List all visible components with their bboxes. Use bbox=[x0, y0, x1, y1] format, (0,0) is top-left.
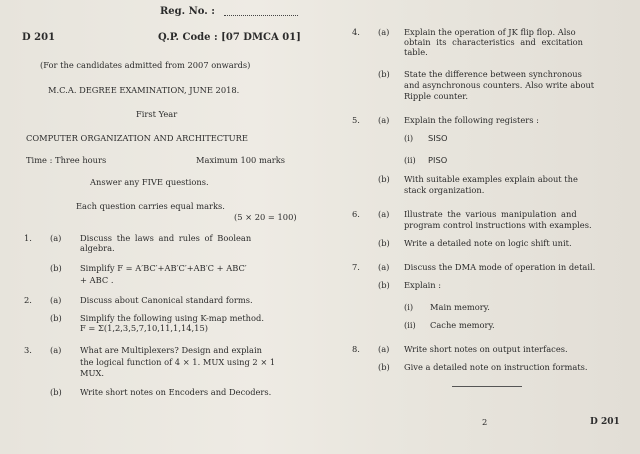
q4-number: 4. bbox=[352, 27, 360, 37]
reg-no-blank bbox=[224, 15, 298, 16]
time-allowed: Time : Three hours bbox=[26, 155, 107, 165]
q5b-label: (b) bbox=[378, 174, 390, 184]
q2b-line1: Simplify the following using K-map method. bbox=[80, 313, 264, 323]
q8b-label: (b) bbox=[378, 362, 390, 372]
q7b-line1: Explain : bbox=[404, 280, 442, 290]
q5-number: 5. bbox=[352, 115, 360, 125]
q6-number: 6. bbox=[352, 209, 360, 219]
q8-number: 8. bbox=[352, 344, 360, 354]
q3a-line3: MUX. bbox=[80, 368, 105, 378]
reg-no-label: Reg. No. : bbox=[160, 6, 215, 17]
q3a-label: (a) bbox=[50, 345, 62, 355]
q3a-line1: What are Multiplexers? Design and explain bbox=[80, 345, 263, 355]
q1a-line2: algebra. bbox=[80, 243, 115, 253]
footer-paper-code: D 201 bbox=[590, 417, 620, 427]
q2b-line2: F = Σ(1,2,3,5,7,10,11,1,14,15) bbox=[80, 323, 208, 333]
marks-scheme: (5 × 20 = 100) bbox=[234, 212, 297, 222]
q4b-line1: State the difference between synchronous bbox=[404, 69, 582, 79]
q8a-line1: Write short notes on output interfaces. bbox=[404, 344, 568, 354]
q4a-line3: table. bbox=[404, 47, 428, 57]
q8b-line1: Give a detailed note on instruction formats. bbox=[404, 362, 588, 372]
q7b-label: (b) bbox=[378, 280, 390, 290]
q7b-i-text: Main memory. bbox=[430, 302, 490, 312]
q2-number: 2. bbox=[24, 295, 32, 305]
q5b-line2: stack organization. bbox=[404, 185, 485, 195]
q3-number: 3. bbox=[24, 345, 32, 355]
q5b-line1: With suitable examples explain about the bbox=[404, 174, 578, 184]
q7a-label: (a) bbox=[378, 262, 390, 272]
year: First Year bbox=[136, 109, 178, 119]
q1a-label: (a) bbox=[50, 233, 62, 243]
q7b-i-label: (i) bbox=[404, 302, 414, 312]
q4a-label: (a) bbox=[378, 27, 390, 37]
q3b-label: (b) bbox=[50, 387, 62, 397]
max-marks: Maximum 100 marks bbox=[196, 155, 286, 165]
q7b-ii-label: (ii) bbox=[404, 320, 416, 330]
q8a-label: (a) bbox=[378, 344, 390, 354]
q3b-line1: Write short notes on Encoders and Decoders. bbox=[80, 387, 272, 397]
q6b-label: (b) bbox=[378, 238, 390, 248]
q1b-line1: Simplify F = A′BC′+AB′C′+AB′C + ABC′ bbox=[80, 263, 247, 273]
q5a-ii-text: PISO bbox=[428, 155, 448, 165]
exam-title: M.C.A. DEGREE EXAMINATION, JUNE 2018. bbox=[48, 85, 240, 95]
q5a-line1: Explain the following registers : bbox=[404, 115, 539, 125]
subject-title: COMPUTER ORGANIZATION AND ARCHITECTURE bbox=[26, 133, 248, 143]
q6a-line1: Illustrate the various manipulation and bbox=[404, 209, 577, 219]
q2b-label: (b) bbox=[50, 313, 62, 323]
q4a-line2: obtain its characteristics and excitation bbox=[404, 37, 583, 47]
q4b-label: (b) bbox=[378, 69, 390, 79]
q6a-line2: program control instructions with examples. bbox=[404, 220, 592, 230]
end-rule bbox=[452, 386, 522, 387]
qp-code: Q.P. Code : [07 DMCA 01] bbox=[158, 32, 301, 43]
instruction-equal-marks: Each question carries equal marks. bbox=[76, 201, 225, 211]
q6b-line1: Write a detailed note on logic shift unit. bbox=[404, 238, 572, 248]
q4a-line1: Explain the operation of JK flip flop. Also bbox=[404, 27, 576, 37]
q5a-i-label: (i) bbox=[404, 133, 414, 143]
q1b-line2: + ABC . bbox=[80, 275, 114, 285]
paper-code: D 201 bbox=[22, 32, 56, 43]
q5a-i-text: SISO bbox=[428, 133, 448, 143]
q5a-label: (a) bbox=[378, 115, 390, 125]
q7-number: 7. bbox=[352, 262, 360, 272]
q2a-line1: Discuss about Canonical standard forms. bbox=[80, 295, 253, 305]
q4b-line3: Ripple counter. bbox=[404, 91, 468, 101]
q7b-ii-text: Cache memory. bbox=[430, 320, 495, 330]
q5a-ii-label: (ii) bbox=[404, 155, 416, 165]
q1b-label: (b) bbox=[50, 263, 62, 273]
q2a-label: (a) bbox=[50, 295, 62, 305]
q3a-line2: the logical function of 4 × 1. MUX using 2 × 1 bbox=[80, 357, 276, 367]
q1-number: 1. bbox=[24, 233, 32, 243]
q1a-line1: Discuss the laws and rules of Boolean bbox=[80, 233, 252, 243]
page-number: 2 bbox=[482, 417, 488, 427]
q7a-line1: Discuss the DMA mode of operation in detail. bbox=[404, 262, 596, 272]
q4b-line2: and asynchronous counters. Also write about bbox=[404, 80, 595, 90]
candidates-note: (For the candidates admitted from 2007 onwards) bbox=[40, 60, 251, 70]
q6a-label: (a) bbox=[378, 209, 390, 219]
instruction-answer: Answer any FIVE questions. bbox=[90, 177, 209, 187]
